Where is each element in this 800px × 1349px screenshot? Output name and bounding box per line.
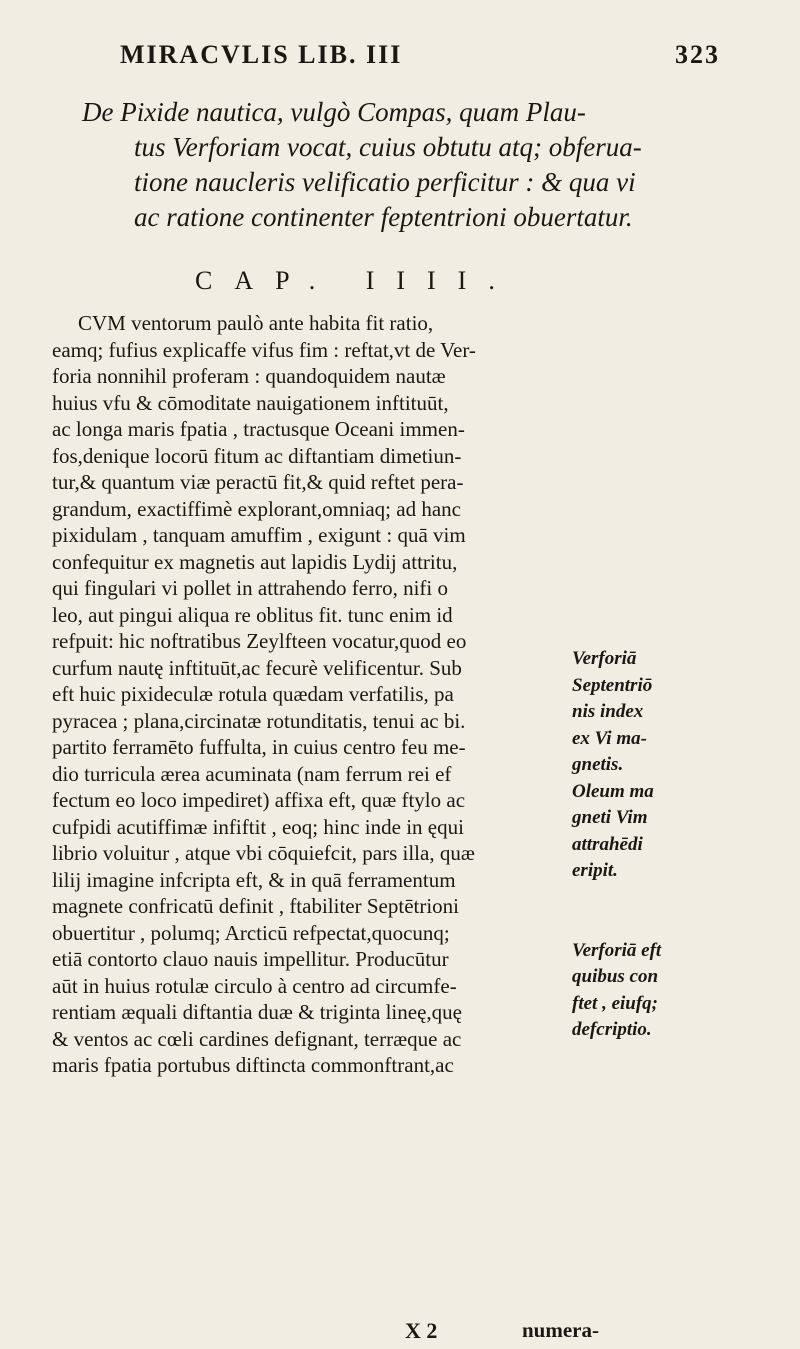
margin-note: quibus con: [572, 966, 659, 987]
section-heading: [82, 95, 742, 235]
body-line: huius vfu & cōmoditate nauigationem inftituūt,: [52, 390, 449, 415]
body-line: magnete confricatū definit , ftabiliter Septētrioni: [52, 894, 460, 918]
body-line: fectum eo loco impediret) affixa eft, quæ ftylo ac: [52, 788, 466, 812]
margin-note: ftet , eiufq;: [572, 992, 659, 1014]
chapter-label: CAP. IIII.: [195, 266, 517, 295]
body-line: eft huic pixideculæ rotula quædam verfatilis, pa: [52, 682, 454, 706]
body-line: dio turricula ærea acuminata (nam ferrum rei ef: [52, 761, 452, 786]
body-line: pixidulam , tanquam amuffim , exigunt : quā vim: [52, 523, 466, 547]
body-line: CVM ventorum paulò ante habita fit ratio,: [78, 311, 434, 335]
body-line: curfum nautę inftituūt,ac fecurè velificentur. Sub: [52, 655, 462, 680]
body-line: foria nonnihil proferam : quandoquidem nautæ: [52, 364, 446, 388]
heading-line: De Pixide nautica, vulgò Compas, quam Plau-: [82, 97, 586, 127]
body-line: maris fpatia portubus diftincta commonftrant,ac: [52, 1053, 454, 1077]
body-line: etiā contorto clauo nauis impellitur. Producūtur: [52, 947, 449, 971]
body-line: pyracea ; plana,circinatæ rotunditatis, tenui ac bi.: [52, 708, 466, 733]
body-line: rentiam æquali diftantia duæ & triginta lineę,quę: [52, 1000, 462, 1024]
body-line: librio voluitur , atque vbi cōquiefcit, pars illa, quæ: [52, 841, 475, 865]
margin-note: nis index: [572, 701, 644, 722]
body-line: obuertitur , polumq; Arcticū refpectat,quocunq;: [52, 920, 450, 945]
margin-note: Oleum ma: [572, 780, 654, 802]
body-line: aūt in huius rotulæ circulo à centro ad circumfe-: [52, 973, 457, 998]
body-line: confequitur ex magnetis aut lapidis Lydij attritu,: [52, 549, 458, 574]
body-line: lilij imagine infcripta eft, & in quā ferramentum: [52, 867, 456, 892]
margin-note: Verforiā: [572, 648, 637, 669]
body-line: grandum, exactiffimè explorant,omniaq; ad hanc: [52, 496, 461, 521]
margin-note: gneti Vim: [572, 807, 648, 828]
body-line: refpuit: hic noftratibus Zeylfteen vocatur,quod eo: [52, 629, 467, 653]
body-text: [52, 310, 572, 1079]
margin-note: defcriptio.: [572, 1019, 652, 1040]
page-number: 323: [675, 40, 720, 69]
body-line: qui fingulari vi pollet in attrahendo ferro, nifi o: [52, 576, 448, 600]
running-head: [120, 40, 720, 80]
signature-mark: X 2: [405, 1318, 438, 1343]
margin-note: Septentriō: [572, 674, 653, 696]
heading-line: tus Verforiam vocat, cuius obtutu atq; obferua-: [134, 132, 642, 162]
body-line: tur,& quantum viæ peractū fit,& quid reftet pera-: [52, 470, 464, 494]
heading-line: tione naucleris velificatio perficitur : & qua vi: [134, 167, 636, 197]
heading-line: ac ratione continenter feptentrioni obuertatur.: [134, 202, 633, 232]
body-line: partito ferramēto fuffulta, in cuius centro feu me-: [52, 735, 466, 759]
body-line: & ventos ac cœli cardines defignant, terræque ac: [52, 1026, 462, 1051]
margin-note: ex Vi ma-: [572, 727, 647, 749]
margin-note: gnetis.: [572, 754, 624, 775]
body-line: fos,denique locorū fitum ac diftantiam dimetiun-: [52, 443, 462, 468]
body-line: eamq; fufius explicaffe vifus fim : reftat,vt de Ver-: [52, 337, 476, 362]
catchword: numera-: [522, 1318, 599, 1342]
running-head-title: MIRACVLIS LIB. III: [120, 40, 403, 69]
margin-note: eripit.: [572, 860, 618, 881]
body-line: ac longa maris fpatia , tractusque Oceani immen-: [52, 417, 465, 441]
body-line: cufpidi acutiffimæ infiftit , eoq; hinc inde in ęqui: [52, 814, 464, 839]
margin-note: attrahēdi: [572, 833, 643, 855]
body-line: leo, aut pingui aliqua re oblitus fit. tunc enim id: [52, 602, 453, 627]
margin-note: Verforiā eft: [572, 939, 662, 961]
